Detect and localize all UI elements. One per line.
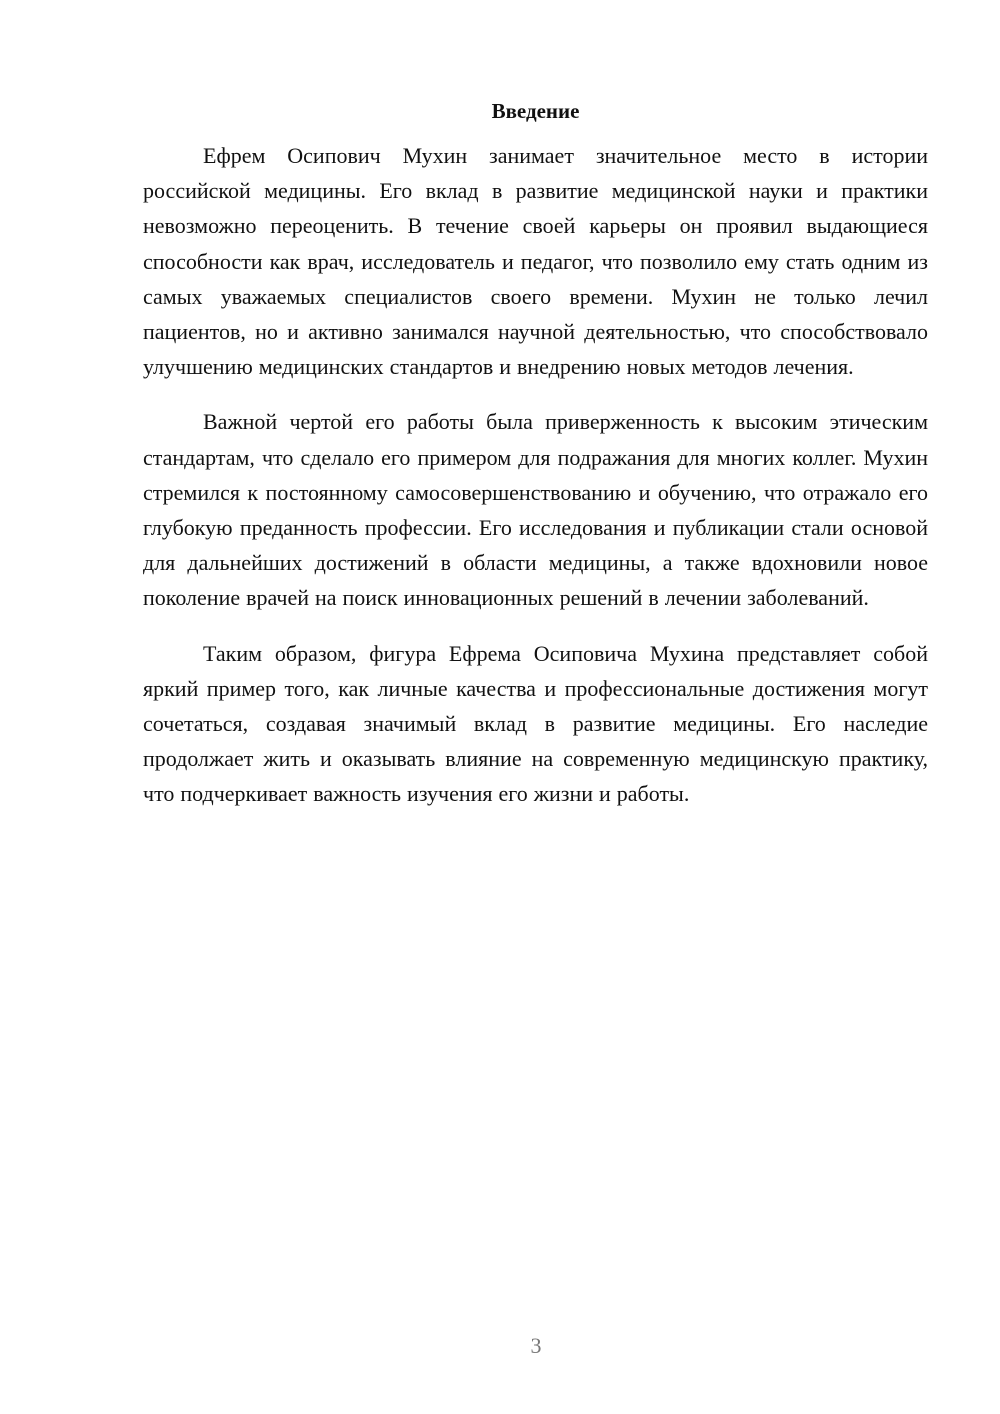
paragraph-1: Ефрем Осипович Мухин занимает значительное место в истории российской медицины. Его вклад в развитие медицинской науки и практики невозможно переоценить. В течение своей карьеры он проявил выдающиеся способности как врач, исследователь и педагог, что позволило ему стать одним из самых уважаемых специалистов своего времени. Мухин не только лечил пациентов, но и активно занимался научной деятельностью, что способствовало улучшению медицинских стандартов и внедрению новых методов лечения. bbox=[143, 143, 928, 380]
paragraph-2: Важной чертой его работы была приверженность к высоким этическим стандартам, что сделало его примером для подражания для многих коллег. Мухин стремился к постоянному самосовершенствованию и обучению, что отражало его глубокую преданность профессии. Его исследования и публикации стали основой для дальнейших достижений в области медицины, а также вдохновили новое поколение врачей на поиск инновационных решений в лечении заболеваний. bbox=[143, 409, 928, 611]
page-footer bbox=[0, 1333, 1000, 1359]
paragraph-3: Таким образом, фигура Ефрема Осиповича Мухина представляет собой яркий пример того, как личные качества и профессиональные достижения могут сочетаться, создавая значимый вклад в развитие медицины. Его наследие продолжает жить и оказывать влияние на современную медицинскую практику, что подчеркивает важность изучения его жизни и работы. bbox=[143, 640, 928, 807]
page-content bbox=[143, 96, 928, 832]
page-number: 3 bbox=[530, 1333, 542, 1358]
section-title: Введение bbox=[491, 99, 580, 123]
